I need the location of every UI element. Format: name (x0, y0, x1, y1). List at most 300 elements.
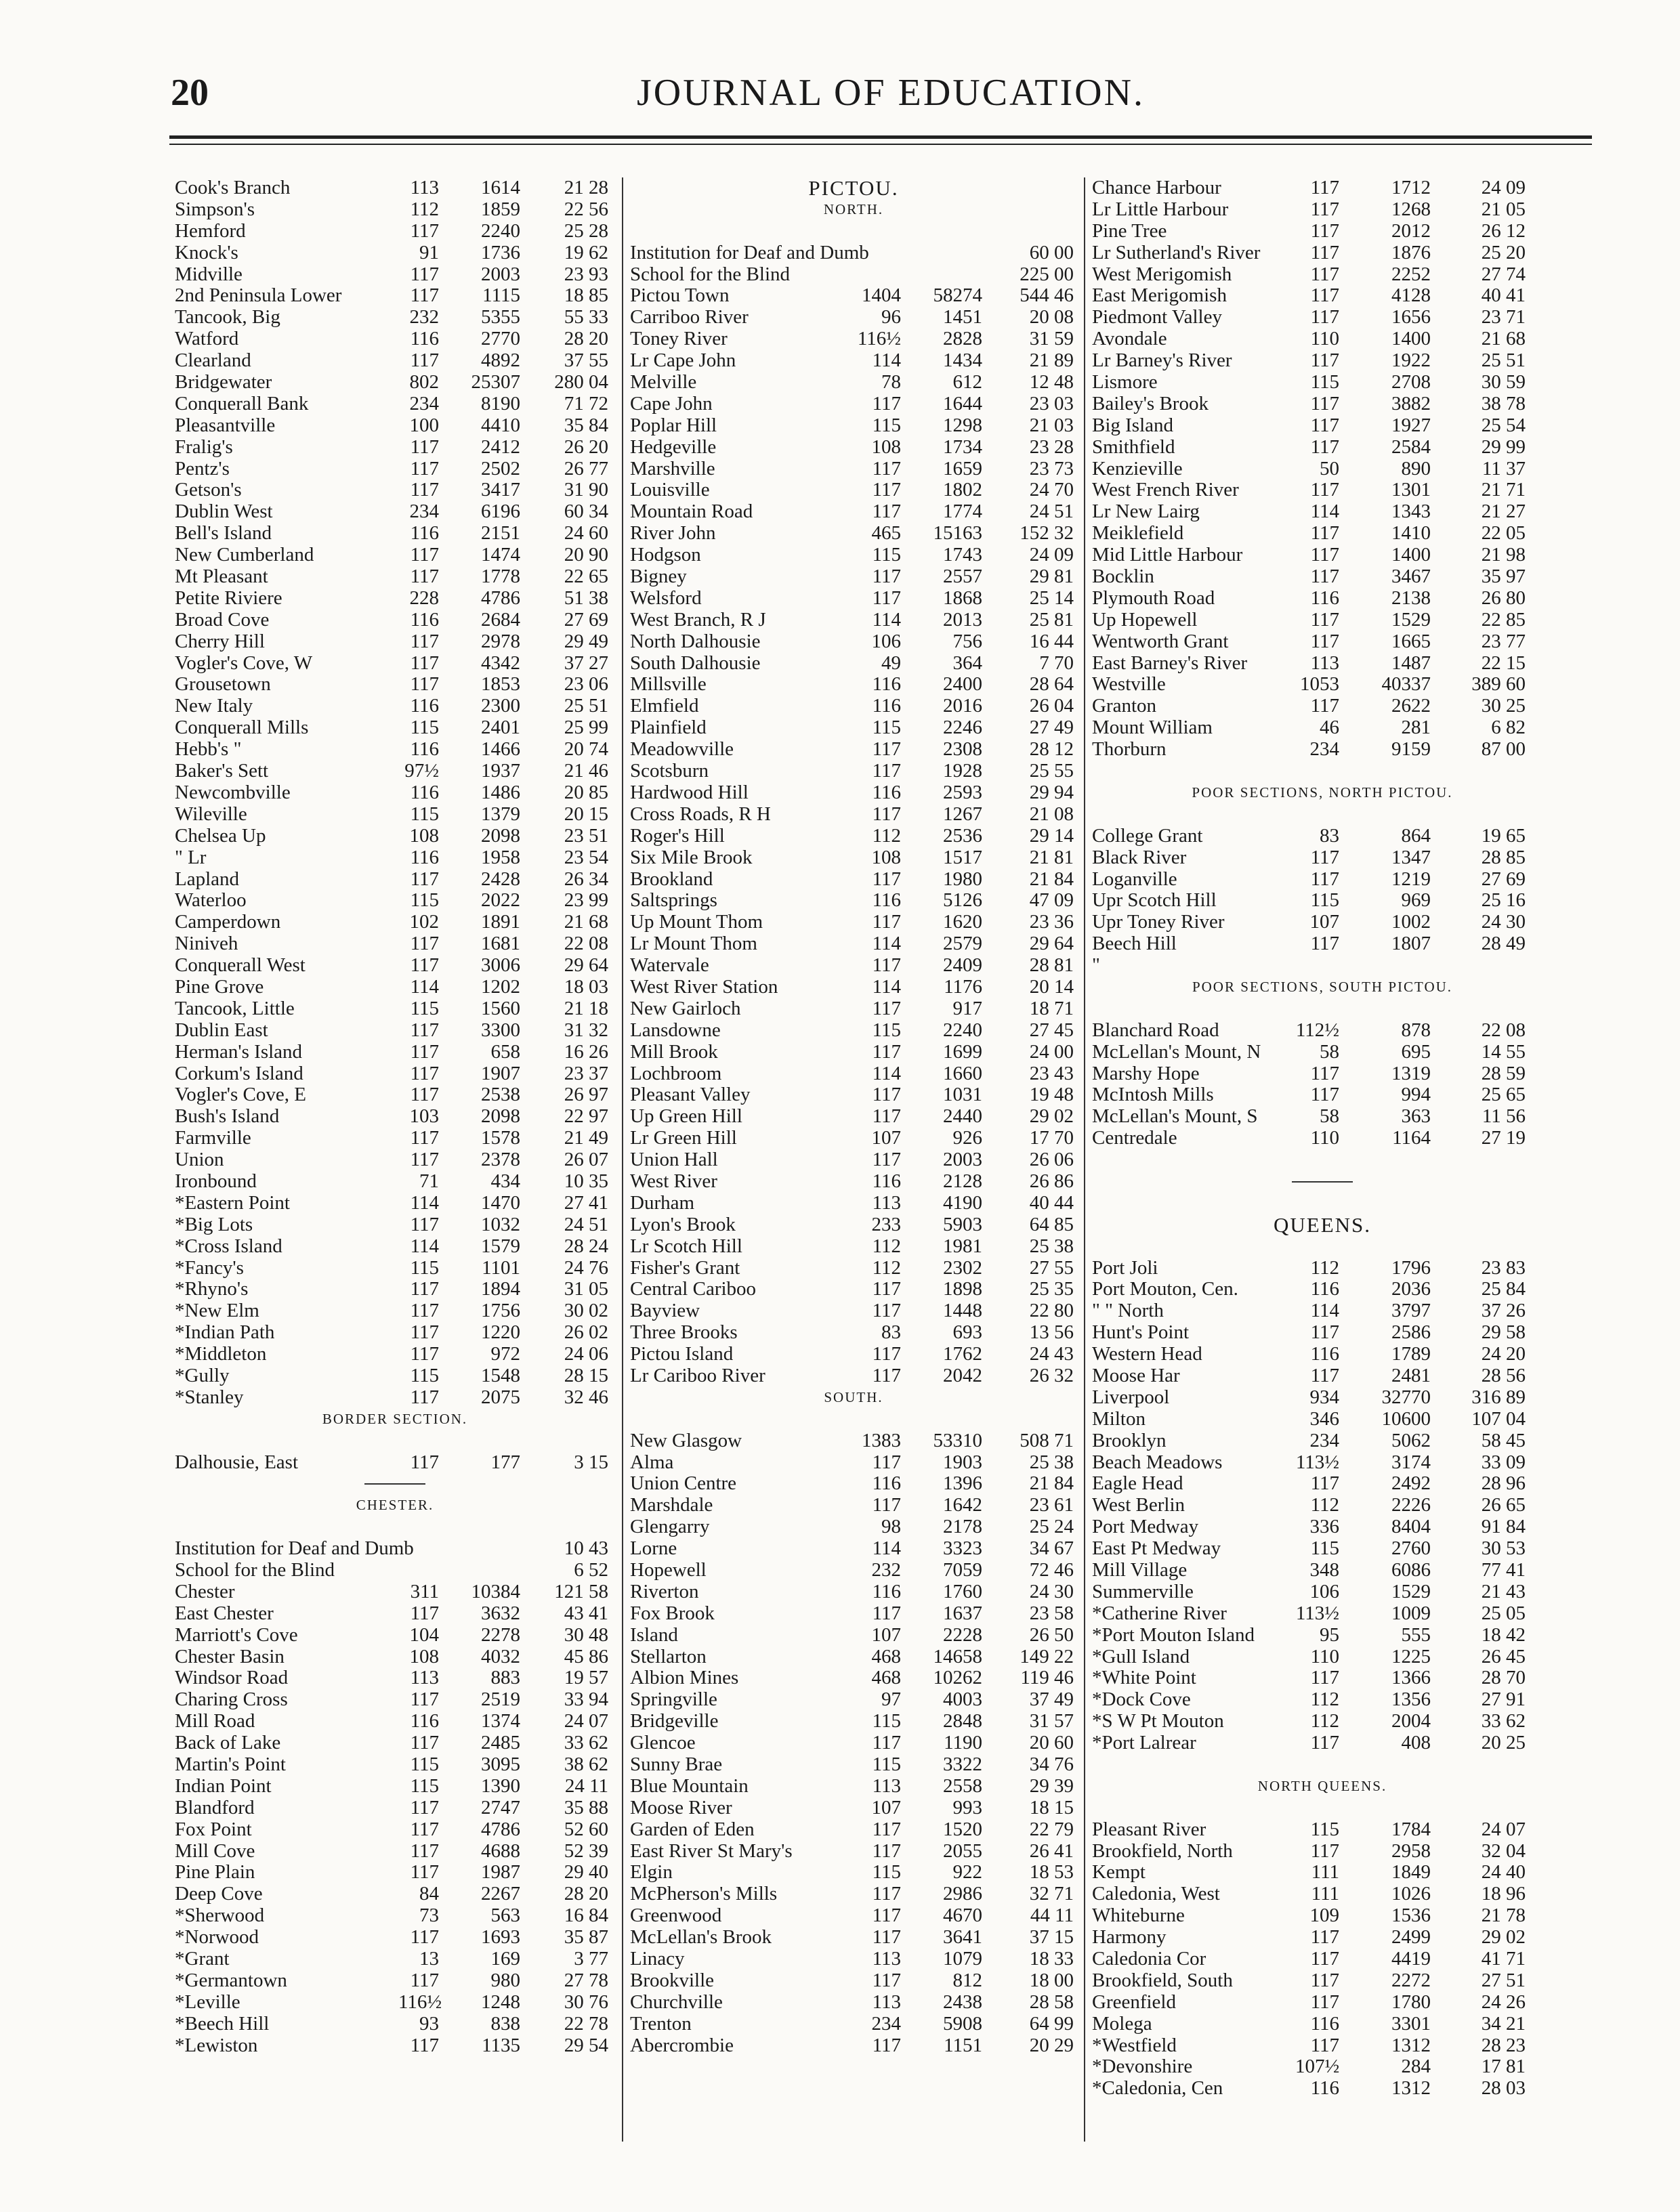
section-name: Saltsprings (630, 889, 717, 912)
grant-amount: 3 15 (574, 1451, 608, 1473)
days-value: 115 (410, 997, 439, 1019)
days-value: 117 (1310, 1062, 1339, 1084)
attendance-value: 1659 (943, 457, 982, 480)
days-value: 114 (872, 933, 901, 955)
days-value: 115 (410, 803, 439, 825)
table-row (630, 1819, 1077, 1841)
table-row (1092, 1344, 1553, 1365)
table-row (630, 782, 1077, 804)
grant-amount: 22 08 (1481, 1019, 1526, 1041)
table-row (175, 912, 615, 933)
days-value: 117 (410, 566, 439, 588)
grant-amount: 18 42 (1481, 1623, 1526, 1646)
attendance-value: 693 (952, 1321, 982, 1344)
attendance-value: 1400 (1391, 544, 1431, 566)
days-value: 117 (1310, 284, 1339, 307)
section-heading-text: SOUTH. (824, 1388, 883, 1405)
table-row (175, 1365, 615, 1387)
days-value: 113 (872, 1991, 901, 2013)
attendance-value: 4410 (481, 414, 520, 436)
county-heading-text: QUEENS. (1273, 1212, 1372, 1237)
table-row (630, 912, 1077, 933)
section-name: McLellan's Mount, N (1092, 1040, 1261, 1063)
section-name: Glengarry (630, 1516, 710, 1538)
attendance-value: 2760 (1391, 1537, 1431, 1560)
section-name: Abercrombie (630, 2034, 734, 2056)
section-name: Granton (1092, 695, 1157, 717)
days-value: 117 (410, 1300, 439, 1322)
grant-amount: 25 16 (1481, 889, 1526, 912)
days-value: 114 (872, 1062, 901, 1084)
grant-amount: 149 22 (1020, 1645, 1074, 1667)
attendance-value: 2536 (943, 824, 982, 847)
table-row (175, 1279, 615, 1300)
grant-amount: 29 02 (1029, 1105, 1074, 1128)
grant-amount: 30 48 (564, 1623, 608, 1646)
attendance-value: 40337 (1381, 673, 1431, 696)
attendance-value: 2538 (481, 1084, 520, 1106)
section-name: Herman's Island (175, 1040, 303, 1063)
attendance-value: 53310 (933, 1429, 982, 1451)
grant-amount: 21 03 (1029, 414, 1074, 436)
table-row (630, 977, 1077, 998)
grant-amount: 23 54 (564, 846, 608, 868)
section-name: Roger's Hill (630, 824, 725, 847)
table-row (175, 1841, 615, 1863)
days-value: 117 (410, 1213, 439, 1235)
days-value: 117 (872, 1343, 901, 1365)
days-value: 117 (1310, 522, 1339, 545)
grant-amount: 24 43 (1029, 1343, 1074, 1365)
attendance-value: 4419 (1391, 1948, 1431, 1970)
table-row (175, 1042, 615, 1063)
table-row (1092, 1279, 1553, 1300)
table-row (175, 998, 615, 1020)
table-row (630, 1689, 1077, 1711)
grant-amount: 24 07 (1481, 1818, 1526, 1840)
attendance-value: 1298 (943, 414, 982, 436)
attendance-value: 612 (952, 371, 982, 394)
section-name: Watford (175, 328, 239, 350)
days-value: 117 (410, 1451, 439, 1473)
attendance-value: 1487 (1391, 652, 1431, 674)
days-value: 117 (872, 954, 901, 977)
attendance-value: 6086 (1391, 1559, 1431, 1581)
days-value: 108 (409, 1645, 439, 1667)
section-name: *New Elm (175, 1300, 259, 1322)
table-row (1092, 1365, 1553, 1387)
grant-amount: 17 81 (1481, 2056, 1526, 2078)
attendance-value: 6196 (481, 501, 520, 523)
days-value: 234 (409, 501, 439, 523)
table-row (1092, 1409, 1553, 1430)
section-name: Bailey's Brook (1092, 392, 1209, 414)
section-name: Lr Cape John (630, 349, 736, 372)
column-3 (1092, 177, 1553, 2100)
table-row (630, 285, 1077, 307)
table-row (175, 1258, 615, 1279)
table-row (175, 1171, 615, 1193)
grant-amount: 20 29 (1029, 2034, 1074, 2056)
grant-amount: 87 00 (1481, 738, 1526, 761)
days-value: 117 (1310, 630, 1339, 652)
table-row (175, 437, 615, 459)
attendance-value: 2378 (481, 1149, 520, 1171)
table-row (630, 1516, 1077, 1538)
grant-amount: 33 62 (1481, 1710, 1526, 1732)
attendance-value: 3323 (943, 1537, 982, 1560)
grant-amount: 107 04 (1471, 1407, 1526, 1430)
days-value: 117 (872, 1602, 901, 1624)
section-name: Big Island (1092, 414, 1174, 436)
attendance-value: 58274 (933, 284, 982, 307)
table-row (1092, 1905, 1553, 1927)
attendance-value: 1474 (481, 544, 520, 566)
page-header (0, 64, 1680, 125)
table-row (1092, 1884, 1553, 1905)
attendance-value: 2828 (943, 328, 982, 350)
section-heading-text: BORDER SECTION. (322, 1410, 468, 1427)
attendance-value: 2747 (481, 1796, 520, 1818)
attendance-value: 3006 (481, 954, 520, 977)
attendance-value: 2300 (481, 695, 520, 717)
days-value: 117 (1310, 1732, 1339, 1754)
days-value: 117 (410, 1926, 439, 1949)
section-name: Springville (630, 1688, 717, 1711)
section-name: *Fancy's (175, 1256, 244, 1279)
table-row (630, 739, 1077, 761)
section-heading (1092, 782, 1553, 804)
grant-amount: 152 32 (1020, 522, 1074, 545)
attendance-value: 281 (1401, 717, 1431, 739)
attendance-value: 2848 (943, 1710, 982, 1732)
attendance-value: 1868 (943, 587, 982, 609)
spacer (175, 1516, 615, 1538)
days-value: 117 (1310, 608, 1339, 631)
table-row (175, 588, 615, 610)
grant-amount: 29 49 (564, 630, 608, 652)
table-row (1092, 826, 1553, 847)
section-name: " Lr (175, 846, 207, 868)
grant-amount: 29 64 (1029, 933, 1074, 955)
section-name: Wentworth Grant (1092, 630, 1229, 652)
grant-amount: 29 99 (1481, 435, 1526, 458)
days-value: 117 (410, 219, 439, 242)
column-1 (175, 177, 615, 2056)
section-name: Vogler's Cove, W (175, 652, 313, 674)
section-name: Pine Plain (175, 1861, 255, 1884)
grant-amount: 27 78 (564, 1969, 608, 1991)
grant-amount: 52 39 (564, 1839, 608, 1862)
days-value: 117 (1310, 544, 1339, 566)
grant-amount: 225 00 (1020, 263, 1074, 285)
attendance-value: 1958 (481, 846, 520, 868)
section-heading (1092, 1776, 1553, 1798)
attendance-value: 25307 (471, 371, 520, 394)
table-row (175, 1732, 615, 1754)
grant-amount: 22 56 (564, 198, 608, 220)
spacer (630, 221, 1077, 242)
section-name: Marshy Hope (1092, 1062, 1200, 1084)
section-name: *Gull Island (1092, 1645, 1190, 1667)
table-row (175, 1970, 615, 1992)
grant-amount: 31 32 (564, 1019, 608, 1041)
attendance-value: 1529 (1391, 608, 1431, 631)
table-row (1092, 739, 1553, 761)
section-name: Grousetown (175, 673, 271, 696)
attendance-value: 1009 (1391, 1602, 1431, 1624)
table-row (175, 1236, 615, 1258)
table-row (1092, 545, 1553, 566)
grant-amount: 18 85 (564, 284, 608, 307)
days-value: 116 (410, 522, 439, 545)
attendance-value: 3301 (1391, 2012, 1431, 2035)
section-name: *Lewiston (175, 2034, 258, 2056)
attendance-value: 1579 (481, 1235, 520, 1257)
grant-amount: 77 41 (1481, 1559, 1526, 1581)
section-name: Lismore (1092, 371, 1158, 394)
attendance-value: 1980 (943, 868, 982, 890)
attendance-value: 2003 (943, 1149, 982, 1171)
table-row (1092, 523, 1553, 545)
days-value: 117 (410, 435, 439, 458)
section-name: School for the Blind (630, 263, 791, 285)
grant-amount: 23 58 (1029, 1602, 1074, 1624)
section-name: Hedgeville (630, 435, 717, 458)
section-name: Bigney (630, 566, 687, 588)
table-row (175, 177, 615, 199)
section-name: Thorburn (1092, 738, 1167, 761)
table-row (175, 717, 615, 739)
attendance-value: 3300 (481, 1019, 520, 1041)
section-name: Central Cariboo (630, 1278, 757, 1300)
section-name: Smithfield (1092, 435, 1175, 458)
grant-amount: 20 90 (564, 544, 608, 566)
section-name: Knock's (175, 241, 238, 263)
section-name: " (1092, 954, 1100, 977)
grant-amount: 25 55 (1029, 760, 1074, 782)
section-name: Toney River (630, 328, 728, 350)
attendance-value: 2138 (1391, 587, 1431, 609)
section-name: Chester (175, 1580, 235, 1602)
attendance-value: 972 (490, 1343, 520, 1365)
spacer (1092, 1149, 1553, 1171)
table-row (175, 890, 615, 912)
days-value: 113 (872, 1191, 901, 1214)
table-row (175, 307, 615, 328)
attendance-value: 1026 (1391, 1883, 1431, 1905)
days-value: 117 (872, 1149, 901, 1171)
grant-amount: 20 74 (564, 738, 608, 761)
attendance-value: 2151 (481, 522, 520, 545)
attendance-value: 2481 (1391, 1364, 1431, 1386)
grant-amount: 23 51 (564, 824, 608, 847)
section-name: Melville (630, 371, 697, 394)
grant-amount: 45 86 (564, 1645, 608, 1667)
section-name: Blanchard Road (1092, 1019, 1219, 1041)
section-name: *Eastern Point (175, 1191, 290, 1214)
days-value: 117 (872, 1926, 901, 1949)
attendance-value: 1927 (1391, 414, 1431, 436)
grant-amount: 25 14 (1029, 587, 1074, 609)
section-name: Conquerall Mills (175, 717, 309, 739)
table-row (630, 1365, 1077, 1387)
section-name: Liverpool (1092, 1386, 1170, 1408)
grant-amount: 37 26 (1481, 1300, 1526, 1322)
days-value: 106 (1309, 1580, 1339, 1602)
county-heading (1092, 1214, 1553, 1236)
grant-amount: 121 58 (554, 1580, 608, 1602)
attendance-value: 7059 (943, 1559, 982, 1581)
grant-amount: 23 61 (1029, 1494, 1074, 1516)
section-name: Farmville (175, 1127, 251, 1149)
table-row (630, 1171, 1077, 1193)
attendance-value: 812 (952, 1969, 982, 1991)
attendance-value: 2409 (943, 954, 982, 977)
attendance-value: 1937 (481, 760, 520, 782)
table-row (1092, 394, 1553, 415)
attendance-value: 980 (490, 1969, 520, 1991)
section-name: Glencoe (630, 1732, 696, 1754)
section-name: *Catherine River (1092, 1602, 1227, 1624)
table-row (1092, 177, 1553, 199)
section-name: Avondale (1092, 328, 1167, 350)
table-row (1092, 1322, 1553, 1344)
days-value: 117 (410, 1127, 439, 1149)
table-row (175, 782, 615, 804)
table-row (1092, 242, 1553, 264)
attendance-value: 1079 (943, 1948, 982, 1970)
grant-amount: 29 94 (1029, 781, 1074, 803)
attendance-value: 3632 (481, 1602, 520, 1624)
attendance-value: 2557 (943, 566, 982, 588)
section-name: East Barney's River (1092, 652, 1248, 674)
grant-amount: 31 05 (564, 1278, 608, 1300)
table-row (630, 1063, 1077, 1085)
grant-amount: 30 53 (1481, 1537, 1526, 1560)
section-name: Lr Sutherland's River (1092, 241, 1261, 263)
days-value: 113½ (1295, 1602, 1339, 1624)
attendance-value: 1448 (943, 1300, 982, 1322)
days-value: 117 (410, 1343, 439, 1365)
attendance-value: 8404 (1391, 1516, 1431, 1538)
days-value: 115 (872, 1019, 901, 1041)
grant-amount: 31 90 (564, 479, 608, 501)
days-value: 117 (410, 2034, 439, 2056)
attendance-value: 1637 (943, 1602, 982, 1624)
section-name: *Devonshire (1092, 2056, 1193, 2078)
section-heading (1092, 977, 1553, 998)
days-value: 117 (872, 1084, 901, 1106)
section-name: *White Point (1092, 1667, 1196, 1689)
attendance-value: 969 (1401, 889, 1431, 912)
section-name: Scotsburn (630, 760, 709, 782)
attendance-value: 2978 (481, 630, 520, 652)
section-name: Cook's Branch (175, 177, 291, 198)
table-row (1092, 437, 1553, 459)
section-name: Mill Cove (175, 1839, 255, 1862)
attendance-value: 10600 (1381, 1407, 1431, 1430)
grant-amount: 19 62 (564, 241, 608, 263)
section-name: Louisville (630, 479, 710, 501)
days-value: 117 (872, 392, 901, 414)
table-row (630, 955, 1077, 977)
section-name: Marriott's Cove (175, 1623, 298, 1646)
attendance-value: 3322 (943, 1753, 982, 1776)
section-name: Up Hopewell (1092, 608, 1198, 631)
days-value: 93 (419, 2012, 439, 2035)
section-name: Dalhousie, East (175, 1451, 299, 1473)
grant-amount: 29 54 (564, 2034, 608, 2056)
grant-amount: 24 51 (564, 1213, 608, 1235)
table-row (1092, 1689, 1553, 1711)
section-name: Lr Little Harbour (1092, 198, 1229, 220)
table-row (630, 2014, 1077, 2035)
attendance-value: 838 (490, 2012, 520, 2035)
grant-amount: 28 23 (1481, 2034, 1526, 2056)
attendance-value: 1486 (481, 781, 520, 803)
table-row (175, 1905, 615, 1927)
table-row (630, 653, 1077, 675)
section-name: New Gairloch (630, 997, 741, 1019)
section-name: Ironbound (175, 1170, 257, 1192)
section-name: Hunt's Point (1092, 1321, 1190, 1344)
attendance-value: 1434 (943, 349, 982, 372)
section-name: Back of Lake (175, 1732, 281, 1754)
table-row (630, 328, 1077, 350)
attendance-value: 2252 (1391, 263, 1431, 285)
attendance-value: 2228 (943, 1623, 982, 1646)
days-value: 117 (410, 1732, 439, 1754)
days-value: 107 (1309, 911, 1339, 933)
days-value: 311 (410, 1580, 439, 1602)
days-value: 117 (1310, 1084, 1339, 1106)
grant-amount: 25 35 (1029, 1278, 1074, 1300)
attendance-value: 2622 (1391, 695, 1431, 717)
table-row (630, 1538, 1077, 1560)
section-name: Welsford (630, 587, 702, 609)
grant-amount: 26 45 (1481, 1645, 1526, 1667)
section-name: *Big Lots (175, 1213, 253, 1235)
days-value: 115 (410, 1774, 439, 1797)
section-heading-text: NORTH QUEENS. (1257, 1777, 1387, 1794)
days-value: 116 (872, 695, 901, 717)
days-value: 107 (871, 1623, 901, 1646)
section-name: Blandford (175, 1796, 255, 1818)
grant-amount: 26 97 (564, 1084, 608, 1106)
days-value: 111 (1311, 1861, 1339, 1884)
table-row (630, 1603, 1077, 1625)
days-value: 117 (872, 1040, 901, 1063)
attendance-value: 883 (490, 1667, 520, 1689)
table-row (175, 199, 615, 221)
attendance-value: 1894 (481, 1278, 520, 1300)
grant-amount: 280 04 (554, 371, 608, 394)
attendance-value: 2499 (1391, 1926, 1431, 1949)
days-value: 115 (410, 889, 439, 912)
table-row (630, 1279, 1077, 1300)
table-row (175, 761, 615, 782)
grant-amount: 29 14 (1029, 824, 1074, 847)
days-value: 115 (1310, 371, 1339, 394)
table-row (175, 696, 615, 717)
grant-amount: 41 71 (1481, 1948, 1526, 1970)
section-name: Bridgeville (630, 1710, 719, 1732)
section-name: Durham (630, 1191, 695, 1214)
grant-amount: 34 21 (1481, 2012, 1526, 2035)
grant-amount: 28 20 (564, 328, 608, 350)
section-name: Dublin West (175, 501, 273, 523)
